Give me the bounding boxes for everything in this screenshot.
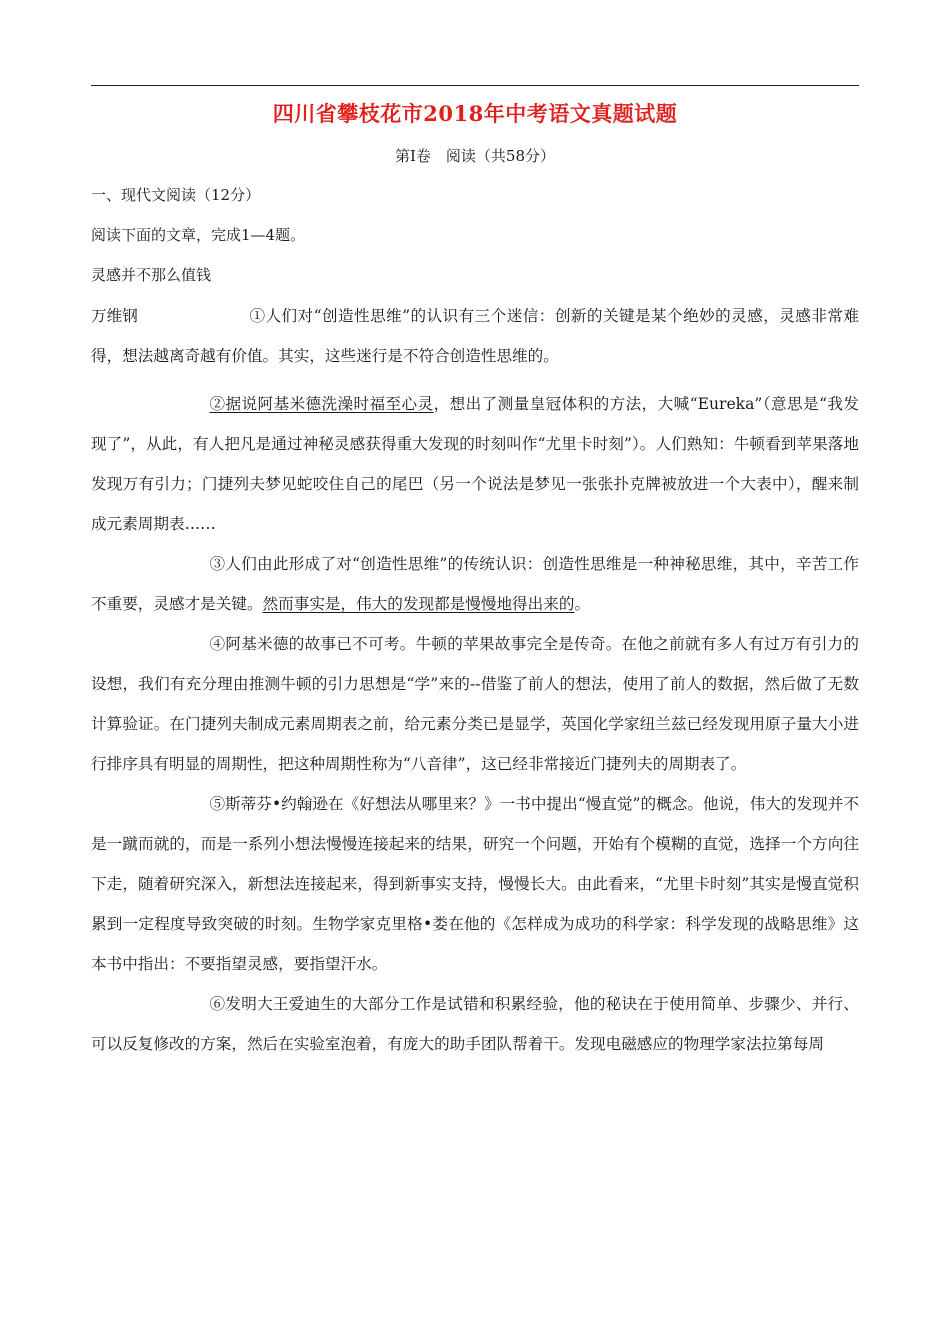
document-title: 四川省攀枝花市2018年中考语文真题试题 [272,101,678,126]
paragraph-2 [91,384,859,544]
article-body [91,384,859,1064]
header-rule [91,85,859,86]
instruction-text: 阅读下面的文章，完成1—4题。 [91,226,306,244]
paragraph-6: ⑥发明大王爱迪生的大部分工作是试错和积累经验，他的秘诀在于使用简单、步骤少、并行、可以反复修改的方案，然后在实验室泡着，有庞大的助手团队帮着干。发现电磁感应的物理学家法拉第每周 [91,995,859,1053]
article-author: 万维钢 [91,307,138,325]
part-heading: 第Ⅰ卷 阅读（共58分） [394,147,555,165]
article-title: 灵感并不那么值钱 [91,266,212,284]
paragraph-4: ④阿基米德的故事已不可考。牛顿的苹果故事完全是传奇。在他之前就有多人有过万有引力的设想，我们有充分理由推测牛顿的引力思想是“学”来的--借鉴了前人的想法，使用了前人的数据，然后做了无数计算验证。在门捷列夫制成元素周期表之前，给元素分类已是显学，英国化学家纽兰兹已经发现用原子量大小进行排序具有明显的周期性，把这种周期性称为“八音律”，这已经非常接近门捷列夫的周期表了。 [91,635,859,773]
paragraph-2-underlined: ②据说阿基米德洗澡时福至心灵 [209,395,434,413]
paragraph-2-text: ，想出了测量皇冠体积的方法，大喊“Eureka”（意思是“我发现了”，从此，有人把凡是通过神秘灵感获得重大发现的时刻叫作“尤里卡时刻”）。人们熟知：牛顿看到苹果落地发现万有引力；门捷列夫梦见蛇咬住自己的尾巴（另一个说法是梦见一张张扑克牌被放进一个大表中），醒来制成元素周期表…… [91,395,859,533]
paragraph-3-underlined: 然而事实是，伟大的发现都是慢慢地得出来的 [262,595,575,613]
section-heading: 一、现代文阅读（12分） [91,186,261,204]
paragraph-3-text: ③人们由此形成了对“创造性思维”的传统认识：创造性思维是一种神秘思维，其中，辛苦工作不重要，灵感才是关键。 [91,555,859,613]
paragraph-3 [91,544,859,624]
paragraph-5: ⑤斯蒂芬•约翰逊在《好想法从哪里来？》一书中提出“慢直觉”的概念。他说，伟大的发现并不是一蹴而就的，而是一系列小想法慢慢连接起来的结果，研究一个问题，开始有个模糊的直觉，选择一个方向往下走，随着研究深入，新想法连接起来，得到新事实支持，慢慢长大。由此看来，“尤里卡时刻”其实是慢直觉积累到一定程度导致突破的时刻。生物学家克里格•娄在他的《怎样成为成功的科学家：科学发现的战略思维》这本书中指出：不要指望灵感，要指望汗水。 [91,795,859,973]
paragraph-3-end: 。 [574,595,591,613]
paragraph-1-text: ①人们对“创造性思维”的认识有三个迷信：创新的关键是某个绝妙的灵感，灵感非常难得，想法越离奇越有价值。其实，这些迷行是不符合创造性思维的。 [91,307,859,365]
paragraph-1 [91,296,859,376]
